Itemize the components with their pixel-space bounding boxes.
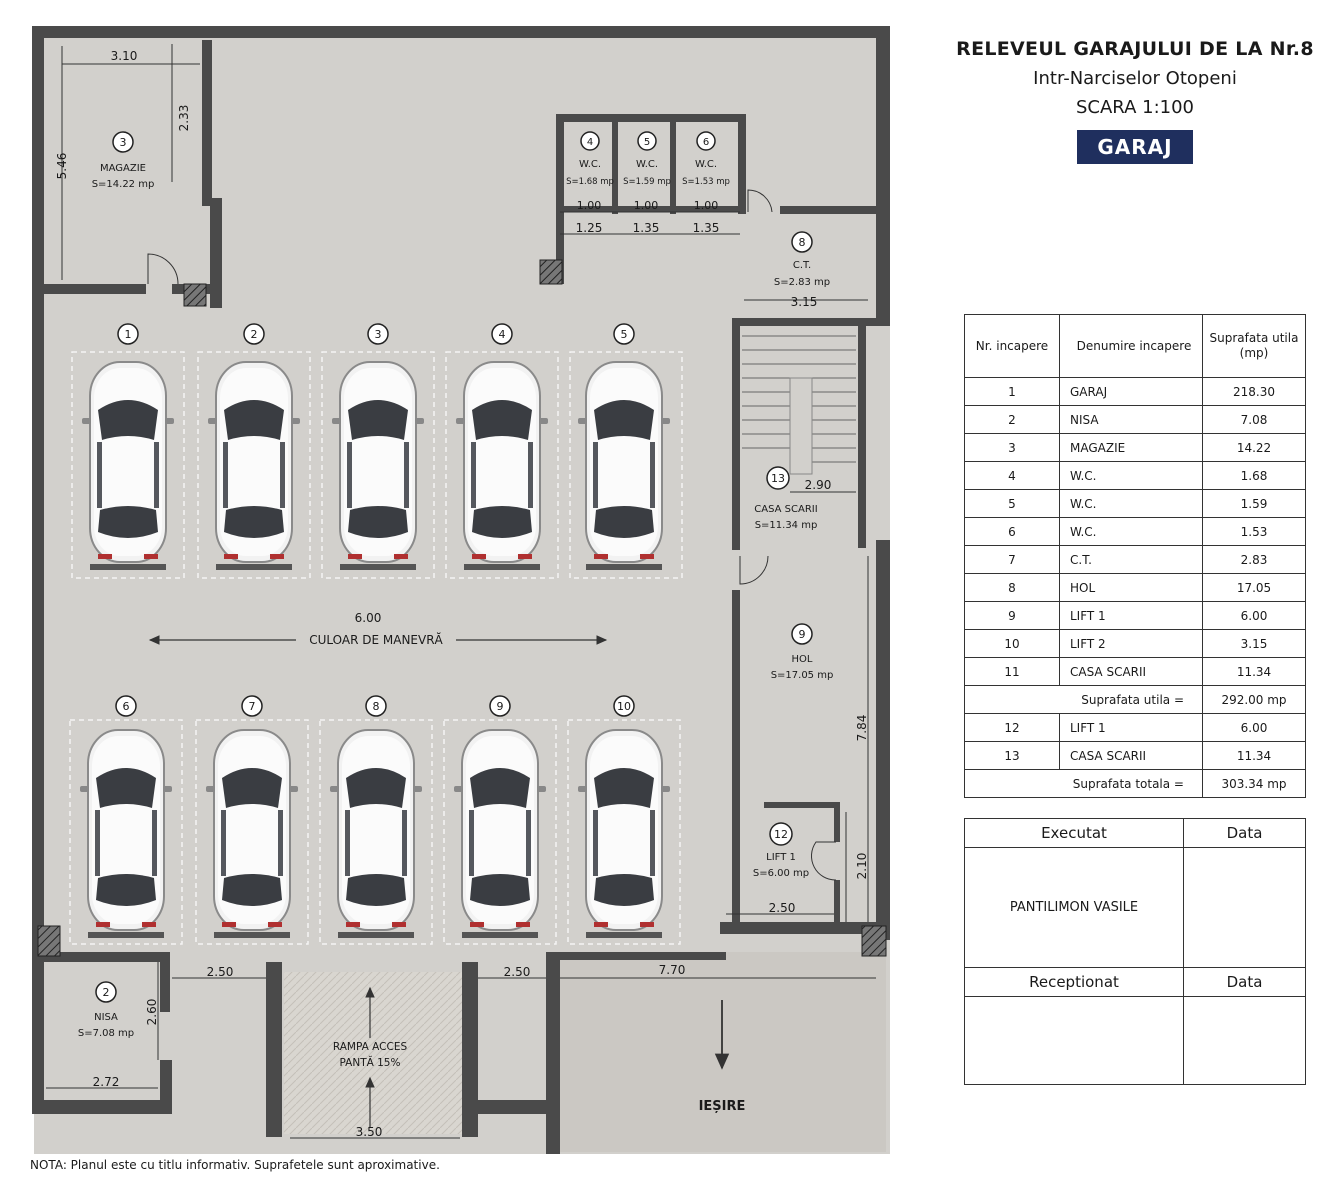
cell-area: 1.59 bbox=[1203, 490, 1306, 518]
title-block bbox=[930, 38, 1326, 164]
dim-wc-width: 1.35 bbox=[632, 221, 660, 235]
cell-name: W.C. bbox=[1060, 462, 1203, 490]
cell-name: HOL bbox=[1060, 574, 1203, 602]
received-date bbox=[1184, 997, 1306, 1085]
room-name: NISA bbox=[94, 1012, 118, 1023]
cell-area: 14.22 bbox=[1203, 434, 1306, 462]
dim-lift-height: 2.10 bbox=[855, 852, 869, 880]
total-row bbox=[965, 770, 1306, 798]
dim-magazie-width: 3.10 bbox=[110, 49, 138, 63]
signature-header-row bbox=[965, 819, 1306, 848]
dim-nisa-width: 2.72 bbox=[92, 1075, 120, 1089]
car bbox=[578, 362, 670, 570]
received-label: Receptionat bbox=[965, 968, 1184, 997]
footnote: NOTA: Planul este cu titlu informativ. Suprafetele sunt aproximative. bbox=[30, 1158, 440, 1172]
cell-nr: 8 bbox=[965, 574, 1060, 602]
cell-nr: 7 bbox=[965, 546, 1060, 574]
cell-area: 1.53 bbox=[1203, 518, 1306, 546]
spot-number: 5 bbox=[620, 328, 628, 341]
cell-name: GARAJ bbox=[1060, 378, 1203, 406]
cell-nr: 2 bbox=[965, 406, 1060, 434]
corridor-width: 6.00 bbox=[354, 611, 382, 625]
cell-name: LIFT 2 bbox=[1060, 630, 1203, 658]
exit-label: IEȘIRE bbox=[698, 1099, 746, 1114]
dim-hol-height: 7.84 bbox=[855, 714, 869, 742]
car bbox=[454, 730, 546, 938]
cell-nr: 6 bbox=[965, 518, 1060, 546]
cell-name: W.C. bbox=[1060, 518, 1203, 546]
room-name: W.C. bbox=[578, 159, 602, 170]
room-number: 13 bbox=[771, 472, 785, 485]
room-number: 5 bbox=[643, 137, 651, 148]
room-area: S=1.59 mp bbox=[623, 177, 671, 187]
dim-wc-width: 1.35 bbox=[692, 221, 720, 235]
spot-number: 10 bbox=[617, 700, 631, 713]
rooms-table bbox=[964, 314, 1306, 798]
dim-ramp-width: 3.50 bbox=[355, 1125, 383, 1139]
executed-by: PANTILIMON VASILE bbox=[965, 848, 1184, 968]
total-value: 303.34 mp bbox=[1203, 770, 1306, 798]
room-number: 12 bbox=[774, 828, 788, 841]
subtotal-value: 292.00 mp bbox=[1203, 686, 1306, 714]
cell-nr: 11 bbox=[965, 658, 1060, 686]
room-number: 4 bbox=[586, 137, 594, 148]
room-area: S=1.53 mp bbox=[682, 177, 730, 187]
cell-name: LIFT 1 bbox=[1060, 714, 1203, 742]
date-label: Data bbox=[1184, 819, 1306, 848]
car bbox=[332, 362, 424, 570]
table-row bbox=[965, 630, 1306, 658]
room-area: S=2.83 mp bbox=[773, 277, 831, 288]
dim-wc-door: 1.00 bbox=[576, 199, 602, 212]
received-body-row bbox=[965, 997, 1306, 1085]
room-number: 6 bbox=[702, 137, 710, 148]
spot-number: 2 bbox=[250, 328, 258, 341]
cell-area: 17.05 bbox=[1203, 574, 1306, 602]
table-row bbox=[965, 742, 1306, 770]
room-area: S=17.05 mp bbox=[770, 670, 834, 681]
received-header-row bbox=[965, 968, 1306, 997]
cell-name: W.C. bbox=[1060, 490, 1203, 518]
cell-area: 7.08 bbox=[1203, 406, 1306, 434]
cell-name: MAGAZIE bbox=[1060, 434, 1203, 462]
car bbox=[206, 730, 298, 938]
cell-name: CASA SCARII bbox=[1060, 658, 1203, 686]
dim-wc-door: 1.00 bbox=[633, 199, 659, 212]
cell-area: 11.34 bbox=[1203, 658, 1306, 686]
table-row bbox=[965, 518, 1306, 546]
cell-name: CASA SCARII bbox=[1060, 742, 1203, 770]
table-row bbox=[965, 434, 1306, 462]
dim-ct-width: 3.15 bbox=[790, 295, 818, 309]
room-area: S=6.00 mp bbox=[752, 868, 810, 879]
cell-nr: 1 bbox=[965, 378, 1060, 406]
room-name: W.C. bbox=[635, 159, 659, 170]
signature-body-row bbox=[965, 848, 1306, 968]
spot-number: 7 bbox=[248, 700, 256, 713]
received-by bbox=[965, 997, 1184, 1085]
date-label: Data bbox=[1184, 968, 1306, 997]
dim-stairs-width: 2.90 bbox=[804, 478, 832, 492]
cell-nr: 9 bbox=[965, 602, 1060, 630]
car bbox=[578, 730, 670, 938]
executed-label: Executat bbox=[965, 819, 1184, 848]
dim-wc-door: 1.00 bbox=[693, 199, 719, 212]
level-badge: GARAJ bbox=[1077, 130, 1192, 164]
corridor-label: CULOAR DE MANEVRĂ bbox=[309, 633, 443, 647]
cell-nr: 4 bbox=[965, 462, 1060, 490]
table-row bbox=[965, 462, 1306, 490]
cell-area: 6.00 bbox=[1203, 602, 1306, 630]
table-row bbox=[965, 490, 1306, 518]
cell-nr: 13 bbox=[965, 742, 1060, 770]
subtotal-label: Suprafata utila = bbox=[965, 686, 1203, 714]
cell-nr: 3 bbox=[965, 434, 1060, 462]
car bbox=[208, 362, 300, 570]
room-name: HOL bbox=[791, 654, 813, 665]
access-ramp bbox=[284, 972, 462, 1134]
executed-date bbox=[1184, 848, 1306, 968]
room-number: 3 bbox=[119, 136, 127, 149]
room-number: 8 bbox=[798, 236, 806, 249]
room-name: LIFT 1 bbox=[766, 852, 796, 863]
cell-area: 2.83 bbox=[1203, 546, 1306, 574]
spot-number: 1 bbox=[124, 328, 132, 341]
dim-nisa-height: 2.60 bbox=[145, 998, 159, 1026]
signature-table bbox=[964, 818, 1306, 1085]
dim-left-opening: 2.50 bbox=[206, 965, 234, 979]
dim-right-opening: 2.50 bbox=[503, 965, 531, 979]
cell-nr: 5 bbox=[965, 490, 1060, 518]
cell-nr: 10 bbox=[965, 630, 1060, 658]
room-area: S=7.08 mp bbox=[77, 1028, 135, 1039]
ramp-label: RAMPA ACCES bbox=[332, 1041, 408, 1053]
dim-exit-width: 7.70 bbox=[658, 963, 686, 977]
header-nr: Nr. incapere bbox=[965, 315, 1060, 378]
table-row bbox=[965, 602, 1306, 630]
cell-name: NISA bbox=[1060, 406, 1203, 434]
room-area: S=11.34 mp bbox=[754, 520, 818, 531]
table-row bbox=[965, 406, 1306, 434]
room-area: S=1.68 mp bbox=[566, 177, 614, 187]
car bbox=[80, 730, 172, 938]
table-row bbox=[965, 546, 1306, 574]
cell-nr: 12 bbox=[965, 714, 1060, 742]
table-row bbox=[965, 378, 1306, 406]
table-row bbox=[965, 714, 1306, 742]
room-name: CASA SCARII bbox=[754, 504, 818, 515]
cell-area: 1.68 bbox=[1203, 462, 1306, 490]
dim-wc-width: 1.25 bbox=[575, 221, 603, 235]
table-row bbox=[965, 658, 1306, 686]
cell-area: 218.30 bbox=[1203, 378, 1306, 406]
cell-area: 3.15 bbox=[1203, 630, 1306, 658]
header-name: Denumire incapere bbox=[1060, 315, 1203, 378]
plan-scale: SCARA 1:100 bbox=[1076, 97, 1194, 118]
header-area: Suprafata utila (mp) bbox=[1203, 315, 1306, 378]
dim-magazie-side: 5.46 bbox=[55, 152, 69, 180]
spot-number: 9 bbox=[496, 700, 504, 713]
cell-area: 6.00 bbox=[1203, 714, 1306, 742]
room-number: 2 bbox=[102, 986, 110, 999]
subtotal-row bbox=[965, 686, 1306, 714]
dim-magazie-height: 2.33 bbox=[177, 104, 191, 132]
table-header-row bbox=[965, 315, 1306, 378]
room-name: C.T. bbox=[792, 260, 812, 271]
spot-number: 8 bbox=[372, 700, 380, 713]
room-number: 9 bbox=[798, 628, 806, 641]
plan-address: Intr-Narciselor Otopeni bbox=[1033, 68, 1237, 89]
total-label: Suprafata totala = bbox=[965, 770, 1203, 798]
spot-number: 6 bbox=[122, 700, 130, 713]
car bbox=[82, 362, 174, 570]
car bbox=[456, 362, 548, 570]
spot-number: 4 bbox=[498, 328, 506, 341]
spot-number: 3 bbox=[374, 328, 382, 341]
room-name: MAGAZIE bbox=[99, 163, 147, 174]
room-name: W.C. bbox=[694, 159, 718, 170]
cell-area: 11.34 bbox=[1203, 742, 1306, 770]
car bbox=[330, 730, 422, 938]
dim-lift-width: 2.50 bbox=[768, 901, 796, 915]
cell-name: C.T. bbox=[1060, 546, 1203, 574]
table-row bbox=[965, 574, 1306, 602]
exit-zone bbox=[560, 952, 886, 1152]
room-area: S=14.22 mp bbox=[91, 179, 155, 190]
plan-title: RELEVEUL GARAJULUI DE LA Nr.8 bbox=[956, 38, 1314, 60]
cell-name: LIFT 1 bbox=[1060, 602, 1203, 630]
ramp-slope: PANTĂ 15% bbox=[339, 1057, 401, 1069]
